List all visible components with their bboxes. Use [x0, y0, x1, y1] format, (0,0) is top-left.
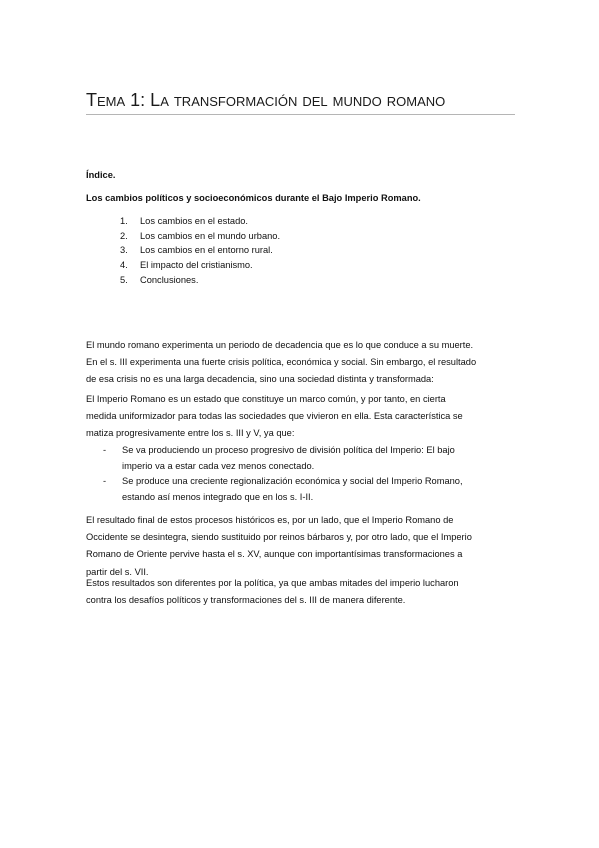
index-subheading: Los cambios políticos y socioeconómicos durante el Bajo Imperio Romano. — [86, 193, 421, 203]
text-line: Se va produciendo un proceso progresivo de división política del Imperio: El bajo — [122, 445, 455, 455]
bullet-item — [103, 474, 463, 505]
text-line: medida uniformizador para todas las sociedades que vivieron en ella. Esta característica se — [86, 411, 463, 422]
text-line: imperio va a estar cada vez menos conectado. — [122, 460, 315, 471]
index-item-number: 4. — [120, 260, 128, 271]
index-heading: Índice. — [86, 170, 116, 180]
text-line: matiza progresivamente entre los s. III y V, ya que: — [86, 428, 295, 439]
text-line: Occidente se desintegra, siendo sustituido por reinos bárbaros y, por otro lado, que el Imperio — [86, 532, 472, 543]
index-item-number: 5. — [120, 274, 128, 285]
index-item-label: Conclusiones. — [140, 274, 199, 285]
index-item-label: El impacto del cristianismo. — [140, 260, 253, 271]
bullet-item — [103, 443, 463, 474]
text-line: Se produce una creciente regionalización económica y social del Imperio Romano, — [122, 476, 463, 486]
index-item-number: 1. — [120, 216, 128, 226]
paragraph-conclusion — [86, 575, 526, 609]
index-item-number: 2. — [120, 230, 128, 241]
text-line: En el s. III experimenta una fuerte crisis política, económica y social. Sin embargo, el resultado — [86, 357, 477, 368]
text-line: estando así menos integrado que en los s. I-II. — [122, 491, 314, 502]
index-item-label: Los cambios en el mundo urbano. — [140, 230, 281, 241]
bullet-dash: - — [103, 445, 107, 455]
paragraph-empire — [86, 391, 526, 443]
text-line: Estos resultados son diferentes por la política, ya que ambas mitades del imperio lucharon — [86, 578, 459, 588]
paragraph-intro — [86, 337, 526, 389]
index-item-number: 3. — [120, 245, 128, 256]
index-item-label: Los cambios en el entorno rural. — [140, 245, 273, 256]
text-line: Romano de Oriente pervive hasta el s. XV, aunque con importantísimas transformaciones a — [86, 549, 463, 560]
text-line: El mundo romano experimenta un periodo de decadencia que es lo que conduce a su muerte. — [86, 340, 474, 350]
text-line: de esa crisis no es una larga decadencia, sino una sociedad distinta y transformada: — [86, 374, 434, 385]
bullet-dash: - — [103, 476, 107, 486]
title-underline — [86, 114, 515, 115]
text-line: El Imperio Romano es un estado que constituye un marco común, y por tanto, en cierta — [86, 394, 446, 404]
index-item — [120, 229, 280, 244]
text-line: contra los desafíos políticos y transformaciones del s. III de manera diferente. — [86, 595, 406, 606]
index-item — [120, 214, 280, 229]
text-line: partir del s. VII. — [86, 566, 149, 577]
index-item — [120, 273, 280, 288]
bullet-list — [103, 443, 463, 505]
index-item — [120, 258, 280, 273]
document-title: Tema 1: La transformación del mundo romano — [86, 90, 446, 110]
index-item — [120, 243, 280, 258]
paragraph-result — [86, 512, 526, 581]
index-item-label: Los cambios en el estado. — [140, 216, 249, 226]
text-line: El resultado final de estos procesos históricos es, por un lado, que el Imperio Romano de — [86, 515, 454, 525]
index-list — [120, 214, 280, 287]
